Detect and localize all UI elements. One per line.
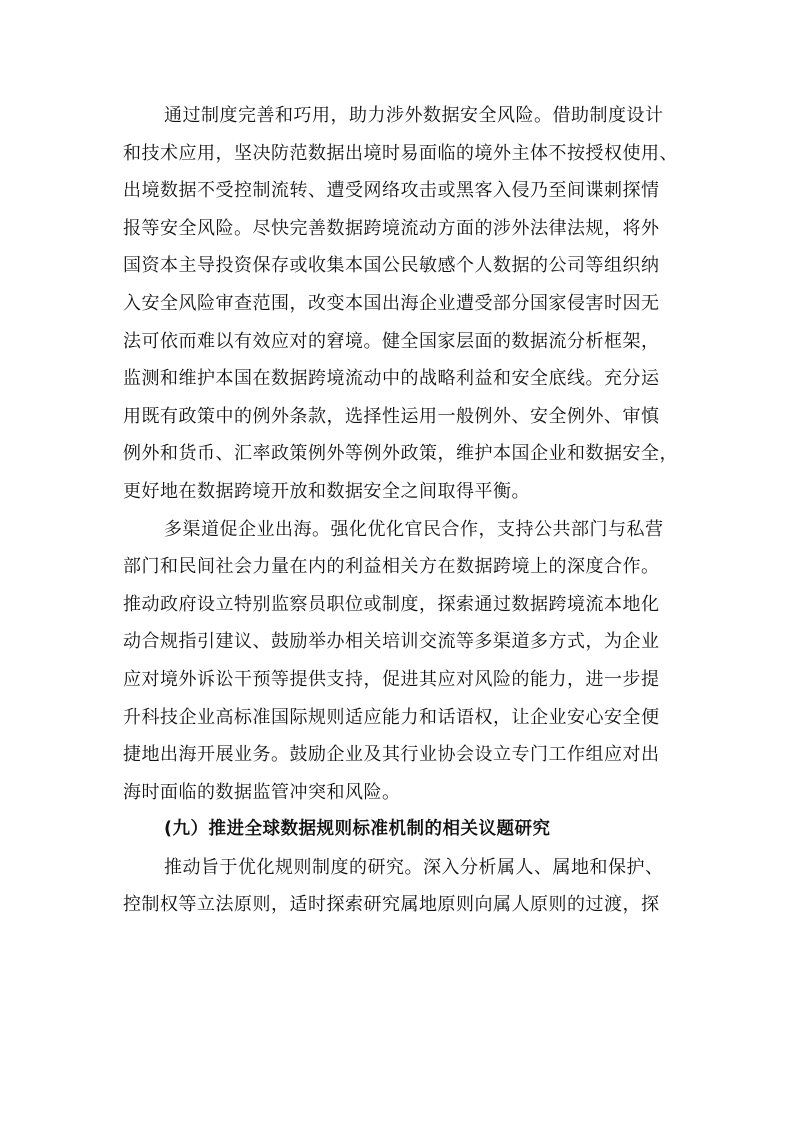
- text-line: 入安全风险审查范围，改变本国出海企业遭受部分国家侵害时因无: [123, 292, 660, 314]
- text-line: 多渠道促企业出海。强化优化官民合作，支持公共部门与私营: [164, 518, 664, 540]
- text-line: 应对境外诉讼干预等提供支持，促进其应对风险的能力，进一步提: [123, 668, 660, 690]
- text-line: 捷地出海开展业务。鼓励企业及其行业协会设立专门工作组应对出: [123, 744, 660, 766]
- text-line: 推动旨于优化规则制度的研究。深入分析属人、属地和保护、: [164, 856, 664, 878]
- text-line: 出境数据不受控制流转、遭受网络攻击或黑客入侵乃至间谍刺探情: [123, 180, 660, 202]
- text-line: 动合规指引建议、鼓励举办相关培训交流等多渠道多方式，为企业: [123, 631, 660, 653]
- text-line: 升科技企业高标准国际规则适应能力和话语权，让企业安心安全便: [123, 706, 660, 728]
- text-line: 推动政府设立特别监察员职位或制度，探索通过数据跨境流本地化: [123, 593, 660, 615]
- text-line: 和技术应用，坚决防范数据出境时易面临的境外主体不按授权使用、: [123, 142, 678, 164]
- paragraph-data-security-risk: [123, 97, 683, 511]
- text-line: 国资本主导投资保存或收集本国公民敏感个人数据的公司等组织纳: [123, 255, 660, 277]
- text-line: 例外和货币、汇率政策例外等例外政策，维护本国企业和数据安全，: [123, 443, 678, 465]
- paragraph-enterprise-going-abroad: [123, 511, 683, 812]
- text-line: 控制权等立法原则，适时探索研究属地原则向属人原则的过渡，探: [123, 894, 660, 916]
- text-line: 用既有政策中的例外条款，选择性运用一般例外、安全例外、审慎: [123, 405, 660, 427]
- text-line: 报等安全风险。尽快完善数据跨境流动方面的涉外法律法规，将外: [123, 217, 660, 239]
- text-line: 通过制度完善和巧用，助力涉外数据安全风险。借助制度设计: [164, 105, 664, 126]
- paragraph-rule-research: [123, 849, 683, 924]
- text-line: 部门和民间社会力量在内的利益相关方在数据跨境上的深度合作。: [123, 556, 660, 578]
- document-body: [123, 97, 683, 924]
- text-line: 法可依而难以有效应对的窘境。健全国家层面的数据流分析框架，: [123, 330, 660, 352]
- section-heading: (九）推进全球数据规则标准机制的相关议题研究: [164, 819, 551, 840]
- text-line: 监测和维护本国在数据跨境流动中的战略利益和安全底线。充分运: [123, 368, 660, 390]
- text-line: 更好地在数据跨境开放和数据安全之间取得平衡。: [123, 480, 530, 502]
- text-line: 海时面临的数据监管冲突和风险。: [123, 781, 401, 803]
